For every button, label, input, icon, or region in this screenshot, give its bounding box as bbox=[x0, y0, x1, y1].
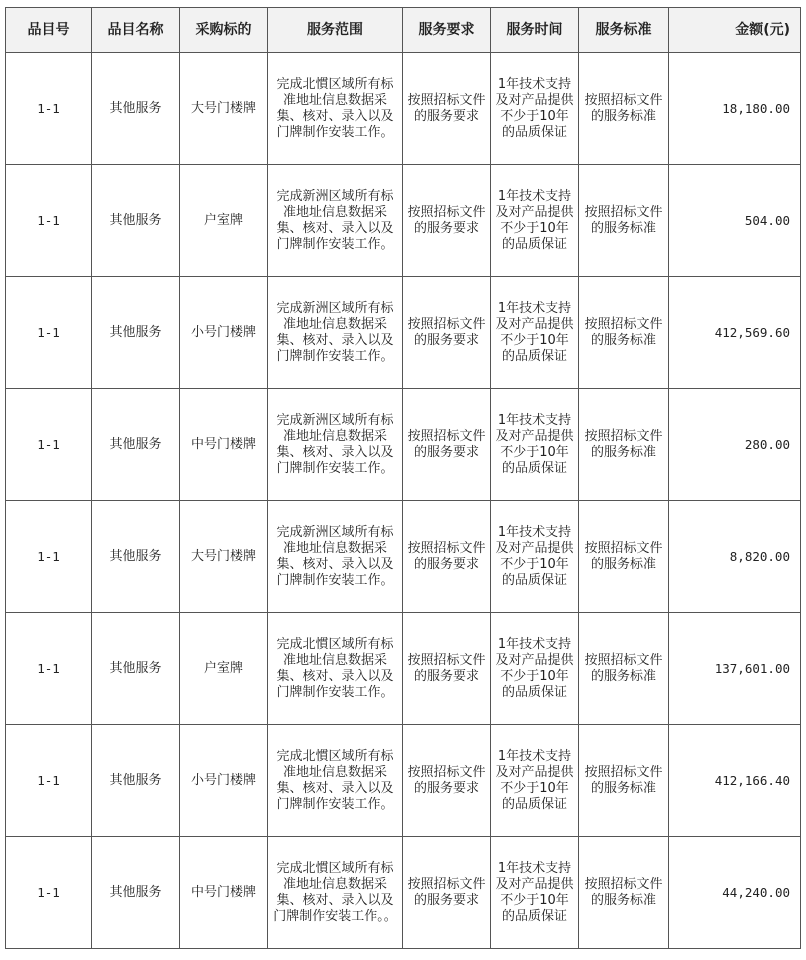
header-time: 服务时间 bbox=[491, 8, 579, 53]
cell-scope: 完成新洲区域所有标准地址信息数据采集、核对、录入以及门牌制作安装工作。 bbox=[268, 277, 403, 389]
cell-item-no: 1-1 bbox=[6, 165, 92, 277]
cell-item-name: 其他服务 bbox=[92, 165, 180, 277]
cell-time: 1年技术支持及对产品提供不少于10年的品质保证 bbox=[491, 613, 579, 725]
cell-item-name: 其他服务 bbox=[92, 389, 180, 501]
table-row bbox=[6, 277, 801, 389]
table-header-row bbox=[6, 8, 801, 53]
cell-item-name: 其他服务 bbox=[92, 53, 180, 165]
cell-amount: 8,820.00 bbox=[669, 501, 801, 613]
cell-target: 中号门楼牌 bbox=[180, 837, 268, 949]
cell-item-no: 1-1 bbox=[6, 501, 92, 613]
cell-item-no: 1-1 bbox=[6, 837, 92, 949]
cell-time: 1年技术支持及对产品提供不少于10年的品质保证 bbox=[491, 165, 579, 277]
cell-item-no: 1-1 bbox=[6, 277, 92, 389]
cell-scope: 完成北慣区域所有标准地址信息数据采集、核对、录入以及门牌制作安装工作。。 bbox=[268, 837, 403, 949]
cell-item-no: 1-1 bbox=[6, 725, 92, 837]
cell-target: 大号门楼牌 bbox=[180, 501, 268, 613]
cell-amount: 412,166.40 bbox=[669, 725, 801, 837]
header-requirement: 服务要求 bbox=[403, 8, 491, 53]
cell-item-no: 1-1 bbox=[6, 389, 92, 501]
cell-requirement: 按照招标文件的服务要求 bbox=[403, 389, 491, 501]
cell-scope: 完成新洲区域所有标准地址信息数据采集、核对、录入以及门牌制作安装工作。 bbox=[268, 501, 403, 613]
cell-target: 大号门楼牌 bbox=[180, 53, 268, 165]
header-item-name: 品目名称 bbox=[92, 8, 180, 53]
table-row bbox=[6, 53, 801, 165]
cell-item-name: 其他服务 bbox=[92, 501, 180, 613]
cell-target: 中号门楼牌 bbox=[180, 389, 268, 501]
cell-scope: 完成北慣区域所有标准地址信息数据采集、核对、录入以及门牌制作安装工作。 bbox=[268, 613, 403, 725]
cell-item-name: 其他服务 bbox=[92, 277, 180, 389]
cell-standard: 按照招标文件的服务标准 bbox=[579, 837, 669, 949]
cell-amount: 137,601.00 bbox=[669, 613, 801, 725]
table-row bbox=[6, 837, 801, 949]
cell-target: 户室牌 bbox=[180, 165, 268, 277]
cell-time: 1年技术支持及对产品提供不少于10年的品质保证 bbox=[491, 725, 579, 837]
cell-standard: 按照招标文件的服务标准 bbox=[579, 389, 669, 501]
table-row bbox=[6, 389, 801, 501]
cell-requirement: 按照招标文件的服务要求 bbox=[403, 837, 491, 949]
cell-amount: 44,240.00 bbox=[669, 837, 801, 949]
cell-time: 1年技术支持及对产品提供不少于10年的品质保证 bbox=[491, 277, 579, 389]
cell-amount: 412,569.60 bbox=[669, 277, 801, 389]
cell-requirement: 按照招标文件的服务要求 bbox=[403, 725, 491, 837]
cell-standard: 按照招标文件的服务标准 bbox=[579, 165, 669, 277]
cell-amount: 18,180.00 bbox=[669, 53, 801, 165]
header-scope: 服务范围 bbox=[268, 8, 403, 53]
cell-amount: 504.00 bbox=[669, 165, 801, 277]
cell-amount: 280.00 bbox=[669, 389, 801, 501]
table-row bbox=[6, 613, 801, 725]
cell-scope: 完成新洲区域所有标准地址信息数据采集、核对、录入以及门牌制作安装工作。 bbox=[268, 389, 403, 501]
cell-time: 1年技术支持及对产品提供不少于10年的品质保证 bbox=[491, 389, 579, 501]
table-row bbox=[6, 165, 801, 277]
cell-requirement: 按照招标文件的服务要求 bbox=[403, 277, 491, 389]
cell-time: 1年技术支持及对产品提供不少于10年的品质保证 bbox=[491, 501, 579, 613]
cell-standard: 按照招标文件的服务标准 bbox=[579, 501, 669, 613]
header-item-no: 品目号 bbox=[6, 8, 92, 53]
cell-item-name: 其他服务 bbox=[92, 725, 180, 837]
cell-item-no: 1-1 bbox=[6, 613, 92, 725]
cell-requirement: 按照招标文件的服务要求 bbox=[403, 53, 491, 165]
cell-requirement: 按照招标文件的服务要求 bbox=[403, 165, 491, 277]
cell-standard: 按照招标文件的服务标准 bbox=[579, 53, 669, 165]
cell-standard: 按照招标文件的服务标准 bbox=[579, 277, 669, 389]
header-standard: 服务标准 bbox=[579, 8, 669, 53]
table-row bbox=[6, 725, 801, 837]
header-amount: 金额(元) bbox=[669, 8, 801, 53]
cell-standard: 按照招标文件的服务标准 bbox=[579, 725, 669, 837]
cell-item-name: 其他服务 bbox=[92, 837, 180, 949]
cell-requirement: 按照招标文件的服务要求 bbox=[403, 613, 491, 725]
cell-requirement: 按照招标文件的服务要求 bbox=[403, 501, 491, 613]
cell-target: 小号门楼牌 bbox=[180, 725, 268, 837]
cell-time: 1年技术支持及对产品提供不少于10年的品质保证 bbox=[491, 837, 579, 949]
cell-item-name: 其他服务 bbox=[92, 613, 180, 725]
cell-standard: 按照招标文件的服务标准 bbox=[579, 613, 669, 725]
header-target: 采购标的 bbox=[180, 8, 268, 53]
cell-item-no: 1-1 bbox=[6, 53, 92, 165]
table-row bbox=[6, 501, 801, 613]
cell-scope: 完成北慣区域所有标准地址信息数据采集、核对、录入以及门牌制作安装工作。 bbox=[268, 53, 403, 165]
cell-scope: 完成北慣区域所有标准地址信息数据采集、核对、录入以及门牌制作安装工作。 bbox=[268, 725, 403, 837]
cell-target: 小号门楼牌 bbox=[180, 277, 268, 389]
cell-scope: 完成新洲区域所有标准地址信息数据采集、核对、录入以及门牌制作安装工作。 bbox=[268, 165, 403, 277]
procurement-table bbox=[5, 7, 801, 949]
cell-target: 户室牌 bbox=[180, 613, 268, 725]
cell-time: 1年技术支持及对产品提供不少于10年的品质保证 bbox=[491, 53, 579, 165]
